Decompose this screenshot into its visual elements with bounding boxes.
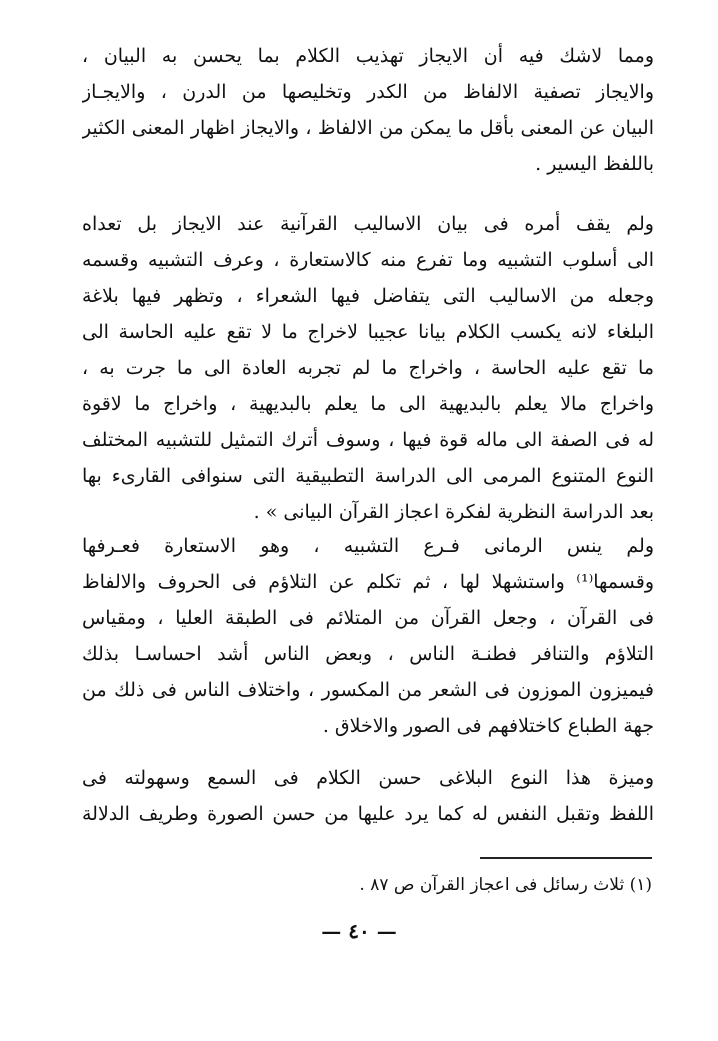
text-line: النوع المتنوع المرمى الى الدراسة التطبيقية التى سنوافى القارىء بها: [82, 465, 654, 487]
text-line: ومما لاشك فيه أن الايجاز تهذيب الكلام بما يحسن به البيان ،: [82, 45, 654, 67]
text-line: ولم ينس الرمانى فـرع التشبيه ، وهو الاستعارة فعـرفها: [82, 535, 654, 557]
text-line: الى أسلوب التشبيه وما تفرع منه كالاستعارة ، وعرف التشبيه وقسمه: [82, 249, 654, 271]
text-line: البلغاء لانه يكسب الكلام بيانا عجيبا لاخراج ما لا تقع عليه الحاسة الى: [82, 321, 654, 343]
text-line: ولم يقف أمره فى بيان الاساليب القرآنية عند الايجاز بل تعداه: [82, 213, 654, 235]
paragraph-4: [82, 760, 654, 832]
text-line: التلاؤم والتنافر فطنـة الناس ، وبعض الناس أشد احساسـا بذلك: [82, 643, 654, 665]
text-line: جهة الطباع كاختلافهم فى الصور والاخلاق .: [322, 715, 654, 737]
text-line: بعد الدراسة النظرية لفكرة اعجاز القرآن البيانى » .: [253, 501, 654, 523]
text-line: ما تقع عليه الحاسة ، واخراج ما لم تجربه العادة الى ما جرت به ،: [82, 357, 654, 379]
page-number: — ٤٠ —: [321, 919, 397, 943]
text-line: وميزة هذا النوع البلاغى حسن الكلام فى السمع وسهولته فى: [82, 767, 654, 789]
text-line: وقسمها⁽¹⁾ واستشهلا لها ، ثم تكلم عن التلاؤم فى الحروف والالفاظ: [82, 571, 654, 593]
text-line: باللفظ اليسير .: [535, 153, 654, 175]
text-line: له فى الصفة الى ماله قوة فيها ، وسوف أترك التمثيل للتشبيه المختلف: [82, 429, 654, 451]
text-line: فيميزون الموزون فى الشعر من المكسور ، واختلاف الناس فى ذلك من: [82, 679, 654, 701]
footnote-divider: [480, 857, 652, 859]
text-line: وجعله من الاساليب التى يتفاضل فيها الشعراء ، وتظهر فيها بلاغة: [82, 285, 654, 307]
paragraph-2: [82, 206, 654, 530]
footnote: (١) ثلاث رسائل فى اعجاز القرآن ص ٨٧ .: [359, 875, 652, 895]
text-line: اللفظ وتقبل النفس له كما يرد عليها من حسن الصورة وطريف الدلالة: [82, 803, 654, 825]
text-line: والايجاز تصفية الالفاظ من الكدر وتخليصها من الدرن ، والايجـاز: [82, 81, 654, 103]
paragraph-3: [82, 528, 654, 744]
paragraph-1: [82, 38, 654, 182]
text-line: فى القرآن ، وجعل القرآن من المتلائم فى الطبقة العليا ، ومقياس: [82, 607, 654, 629]
text-line: البيان عن المعنى بأقل ما يمكن من الالفاظ ، والايجاز اظهار المعنى الكثير: [82, 117, 654, 139]
text-line: واخراج مالا يعلم بالبديهية الى ما يعلم بالبديهية ، واخراج ما لاقوة: [82, 393, 654, 415]
